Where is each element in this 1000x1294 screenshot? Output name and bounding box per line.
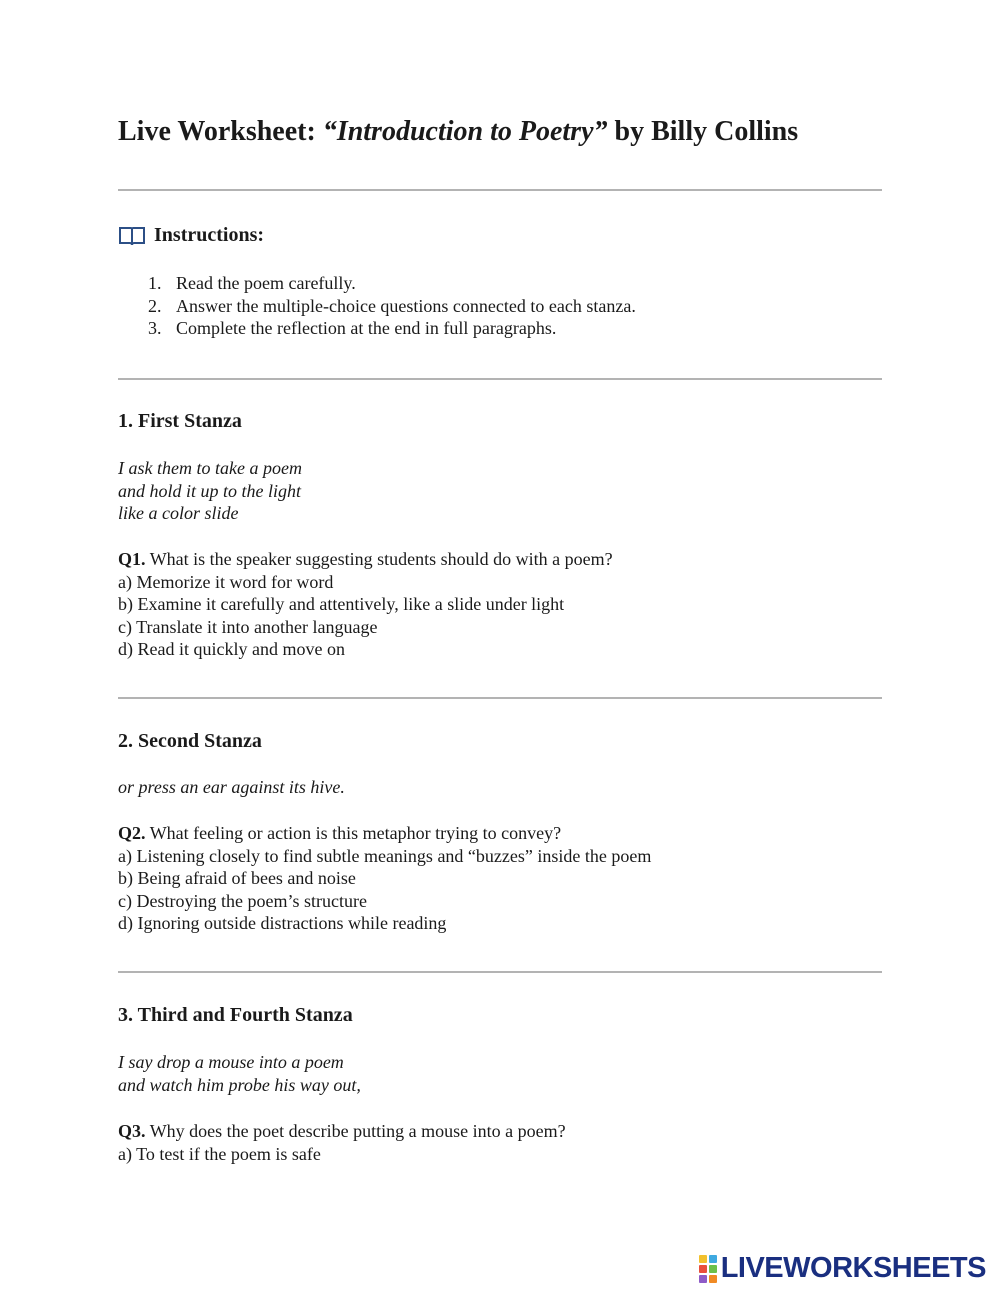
section-heading: 1. First Stanza <box>118 410 242 432</box>
answer-option[interactable]: b) Being afraid of bees and noise <box>118 868 356 888</box>
divider <box>118 189 882 191</box>
logo-grid-icon <box>699 1255 717 1283</box>
divider <box>118 378 882 380</box>
section-heading: 3. Third and Fourth Stanza <box>118 1004 353 1026</box>
instructions-list <box>148 272 636 340</box>
poem-excerpt: I say drop a mouse into a poem and watch him probe his way out, <box>118 1052 361 1095</box>
list-item: 1. Read the poem carefully. <box>148 273 356 293</box>
answer-option[interactable]: c) Translate it into another language <box>118 616 378 637</box>
question-text: Q2. What feeling or action is this metaphor trying to convey? <box>118 823 562 843</box>
title-suffix: by Billy Collins <box>607 116 799 147</box>
question-text: Q1. What is the speaker suggesting students should do with a poem? <box>118 549 613 569</box>
answer-option[interactable]: d) Read it quickly and move on <box>118 639 345 659</box>
page-title <box>118 116 798 148</box>
question-block <box>118 1120 566 1165</box>
list-item: 2. Answer the multiple-choice questions connected to each stanza. <box>148 295 636 316</box>
poem-excerpt: or press an ear against its hive. <box>118 777 345 797</box>
title-prefix: Live Worksheet: <box>118 116 323 147</box>
divider <box>118 971 882 973</box>
poem-excerpt: I ask them to take a poem and hold it up to the light like a color slide <box>118 458 302 523</box>
section-heading: 2. Second Stanza <box>118 730 262 752</box>
answer-option[interactable]: a) To test if the poem is safe <box>118 1143 321 1164</box>
answer-option[interactable]: b) Examine it carefully and attentively, like a slide under light <box>118 594 565 614</box>
book-icon <box>118 225 146 247</box>
instructions-label: Instructions: <box>154 224 265 246</box>
question-block <box>118 548 613 661</box>
question-text: Q3. Why does the poet describe putting a mouse into a poem? <box>118 1121 566 1141</box>
answer-option[interactable]: a) Memorize it word for word <box>118 571 334 592</box>
title-poem: “Introduction to Poetry” <box>322 116 608 147</box>
answer-option[interactable]: a) Listening closely to find subtle meanings and “buzzes” inside the poem <box>118 845 652 866</box>
answer-option[interactable]: d) Ignoring outside distractions while reading <box>118 913 447 933</box>
liveworksheets-logo <box>699 1252 986 1285</box>
answer-option[interactable]: c) Destroying the poem’s structure <box>118 890 367 911</box>
list-item: 3. Complete the reflection at the end in full paragraphs. <box>148 318 557 338</box>
instructions-heading <box>118 224 264 247</box>
question-block <box>118 822 651 935</box>
divider <box>118 697 882 699</box>
brand-name: LIVEWORKSHEETS <box>720 1252 986 1284</box>
